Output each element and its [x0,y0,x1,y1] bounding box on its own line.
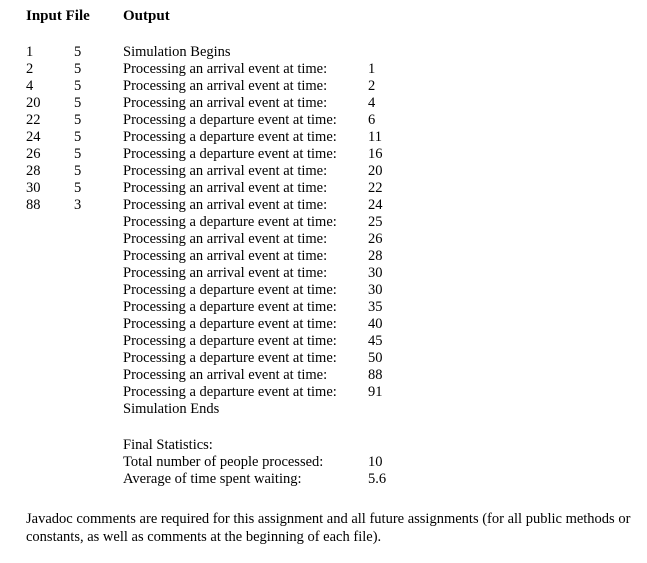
input-arrival-time: 20 [26,95,41,111]
input-service-time: 3 [74,197,82,213]
output-line-text: Processing a departure event at time: [123,316,337,332]
input-service-time: 5 [74,163,82,179]
output-line-time: 28 [368,248,383,264]
output-line-text: Simulation Ends [123,401,220,417]
input-arrival-time: 88 [26,197,41,213]
input-service-time: 5 [74,129,82,145]
stat-total-label: Total number of people processed: [123,454,324,470]
output-line-text: Processing a departure event at time: [123,129,337,145]
output-line-time: 6 [368,112,376,128]
input-arrival-time: 22 [26,112,41,128]
output-line-time: 26 [368,231,383,247]
input-service-time: 5 [74,78,82,94]
output-line-time: 22 [368,180,383,196]
output-line-text: Processing an arrival event at time: [123,367,328,383]
stat-total-value: 10 [368,454,383,470]
input-arrival-time: 24 [26,129,41,145]
output-line-text: Processing an arrival event at time: [123,231,328,247]
final-statistics-title: Final Statistics: [123,437,213,453]
input-service-time: 5 [74,146,82,162]
output-line-text: Processing a departure event at time: [123,214,337,230]
input-arrival-time: 1 [26,44,34,60]
output-line-time: 1 [368,61,376,77]
input-service-time: 5 [74,112,82,128]
output-line-text: Processing a departure event at time: [123,384,337,400]
output-line-text: Simulation Begins [123,44,231,60]
output-line-text: Processing an arrival event at time: [123,265,328,281]
output-line-text: Processing a departure event at time: [123,350,337,366]
output-line-text: Processing a departure event at time: [123,146,337,162]
output-line-time: 35 [368,299,383,315]
input-arrival-time: 26 [26,146,41,162]
output-line-time: 20 [368,163,383,179]
input-arrival-time: 28 [26,163,41,179]
input-arrival-time: 30 [26,180,41,196]
output-line-text: Processing an arrival event at time: [123,180,328,196]
input-service-time: 5 [74,61,82,77]
output-line-text: Processing an arrival event at time: [123,95,328,111]
output-heading: Output [123,8,170,24]
output-line-time: 45 [368,333,383,349]
stat-average-label: Average of time spent waiting: [123,471,302,487]
output-line-time: 30 [368,265,383,281]
output-line-text: Processing a departure event at time: [123,282,337,298]
stat-average-value: 5.6 [368,471,387,487]
output-line-time: 25 [368,214,383,230]
output-line-time: 4 [368,95,376,111]
output-line-text: Processing an arrival event at time: [123,61,328,77]
input-service-time: 5 [74,180,82,196]
output-line-text: Processing a departure event at time: [123,299,337,315]
output-line-text: Processing an arrival event at time: [123,78,328,94]
output-line-time: 24 [368,197,383,213]
output-line-text: Processing a departure event at time: [123,112,337,128]
output-line-time: 50 [368,350,383,366]
output-line-text: Processing a departure event at time: [123,333,337,349]
output-line-time: 88 [368,367,383,383]
output-line-text: Processing an arrival event at time: [123,248,328,264]
output-line-time: 30 [368,282,383,298]
output-line-text: Processing an arrival event at time: [123,163,328,179]
output-line-time: 16 [368,146,383,162]
output-line-text: Processing an arrival event at time: [123,197,328,213]
input-file-heading: Input File [26,8,90,24]
input-arrival-time: 4 [26,78,34,94]
output-line-time: 11 [368,129,382,145]
input-arrival-time: 2 [26,61,34,77]
output-line-time: 91 [368,384,383,400]
javadoc-note: Javadoc comments are required for this assignment and all future assignments (for all public methods or constants, as well as comments at the beginning of each file). [26,511,631,545]
output-line-time: 40 [368,316,383,332]
input-service-time: 5 [74,44,82,60]
output-line-time: 2 [368,78,376,94]
input-service-time: 5 [74,95,82,111]
